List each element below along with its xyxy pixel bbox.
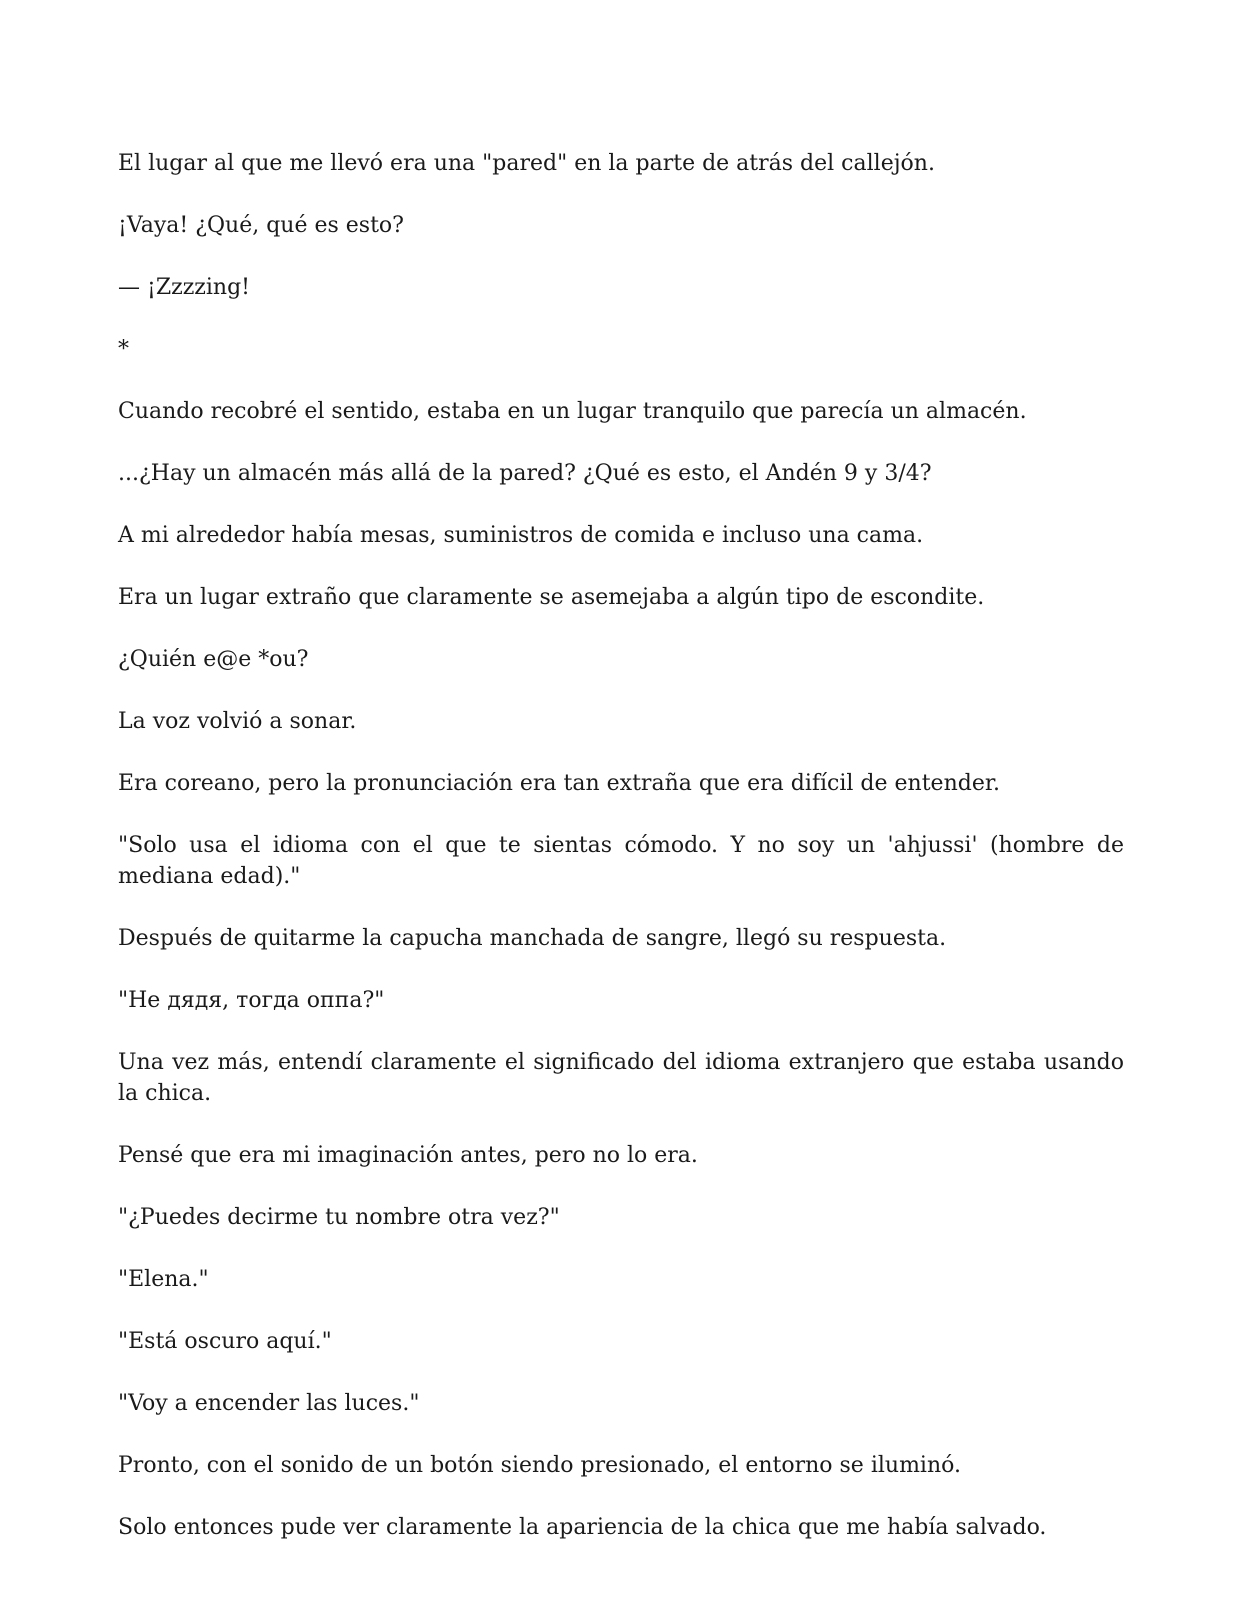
paragraph: "Elena." xyxy=(118,1267,209,1292)
paragraph: "Не дядя, тогда оппа?" xyxy=(118,988,385,1013)
paragraph: "Solo usa el idioma con el que te sientas cómodo. Y no soy un 'ahjussi' (hombre de mediana edad)." xyxy=(118,833,1124,889)
paragraph: Después de quitarme la capucha manchada de sangre, llegó su respuesta. xyxy=(118,926,947,951)
paragraph: La voz volvió a sonar. xyxy=(118,709,357,734)
scene-break: * xyxy=(118,337,129,362)
paragraph: Una vez más, entendí claramente el significado del idioma extranjero que estaba usando la chica. xyxy=(118,1050,1124,1106)
paragraph: Solo entonces pude ver claramente la apariencia de la chica que me había salvado. xyxy=(118,1515,1047,1540)
paragraph: Pensé que era mi imaginación antes, pero no lo era. xyxy=(118,1143,698,1168)
paragraph: Era coreano, pero la pronunciación era tan extraña que era difícil de entender. xyxy=(118,771,1000,796)
paragraph: Pronto, con el sonido de un botón siendo presionado, el entorno se iluminó. xyxy=(118,1453,961,1478)
document-body xyxy=(118,148,1124,1574)
paragraph: ¡Vaya! ¿Qué, qué es esto? xyxy=(118,213,404,238)
paragraph: ...¿Hay un almacén más allá de la pared? ¿Qué es esto, el Andén 9 y 3/4? xyxy=(118,461,932,486)
paragraph: — ¡Zzzzing! xyxy=(118,275,251,300)
paragraph: "Voy a encender las luces." xyxy=(118,1391,420,1416)
paragraph: El lugar al que me llevó era una "pared" en la parte de atrás del callejón. xyxy=(118,151,935,176)
paragraph: "¿Puedes decirme tu nombre otra vez?" xyxy=(118,1205,560,1230)
paragraph: A mi alrededor había mesas, suministros de comida e incluso una cama. xyxy=(118,523,924,548)
paragraph: ¿Quién e@e *ou? xyxy=(118,647,309,672)
paragraph: Era un lugar extraño que claramente se asemejaba a algún tipo de escondite. xyxy=(118,585,985,610)
paragraph: Cuando recobré el sentido, estaba en un lugar tranquilo que parecía un almacén. xyxy=(118,399,1027,424)
paragraph: "Está oscuro aquí." xyxy=(118,1329,332,1354)
